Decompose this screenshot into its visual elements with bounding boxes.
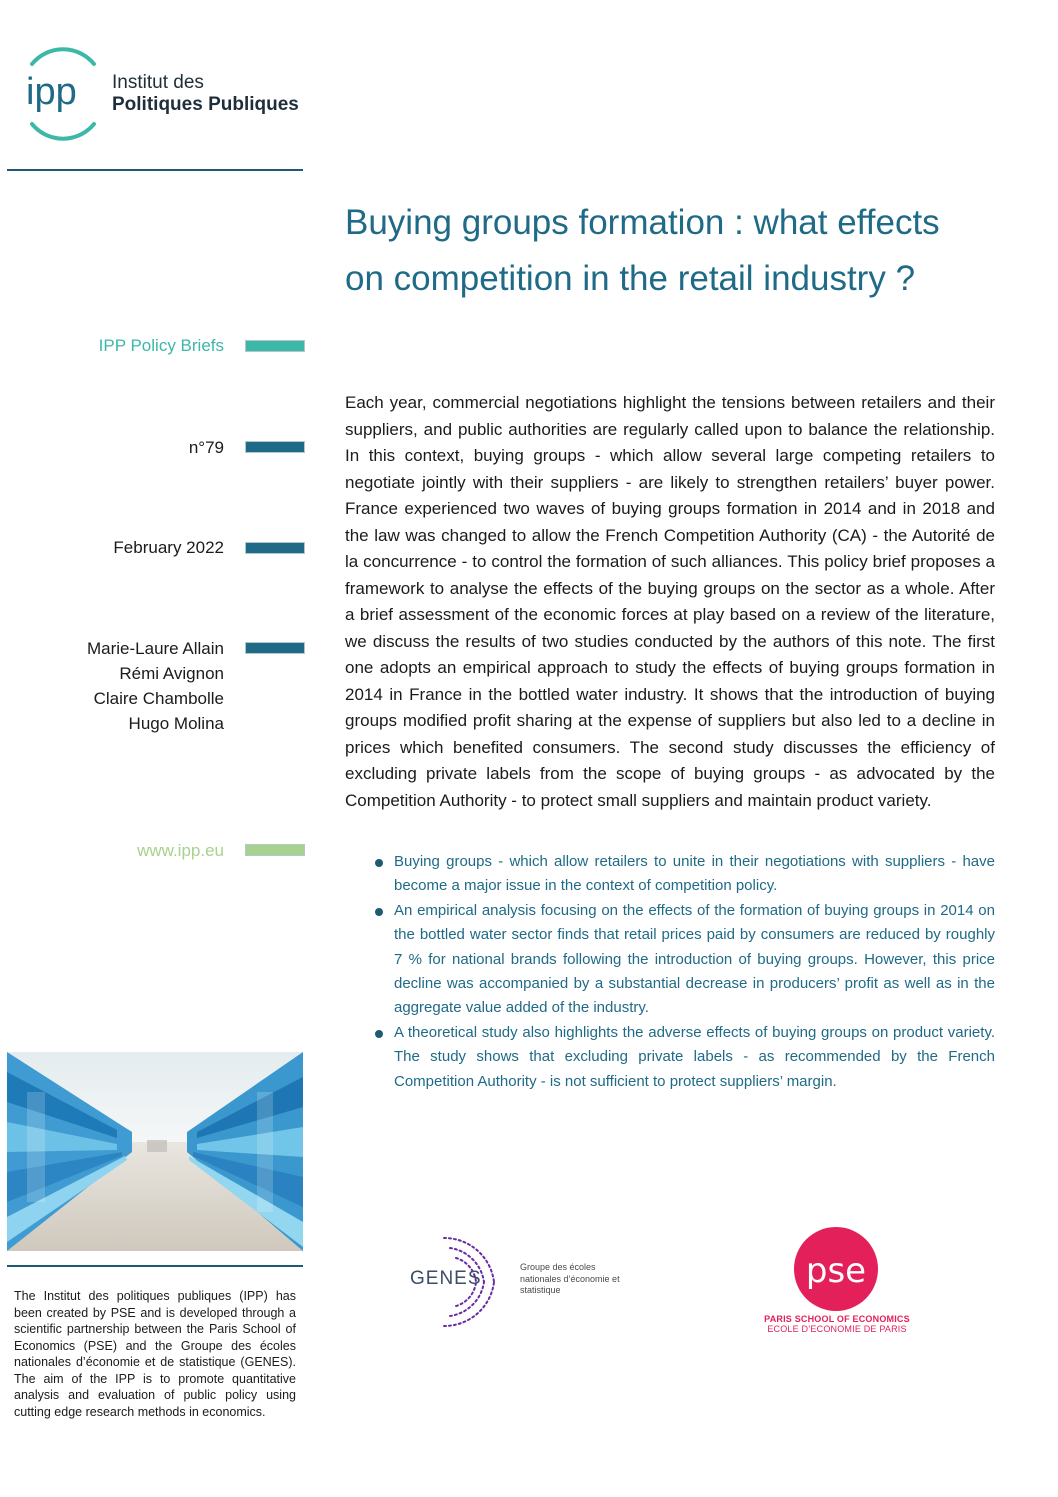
- author-name: Rémi Avignon: [119, 664, 224, 683]
- key-point-text: Buying groups - which allow retailers to unite in their negotiations with suppliers - have become a major issue in the context of competition policy.: [394, 853, 995, 895]
- title-line-2: on competition in the retail industry ?: [345, 259, 916, 298]
- logo-line-2: Politiques Publiques: [112, 94, 299, 115]
- pse-logo-icon: [793, 1226, 879, 1312]
- website-link[interactable]: www.ipp.eu: [137, 841, 224, 860]
- list-item: [374, 1021, 995, 1094]
- about-ipp-text: The Institut des politiques publiques (IPP) has been created by PSE and is developed through a scientific partnership between the Paris School of Economics (PSE) and the Groupe des écoles nationales d’économie et de statistique (GENES). The aim of the IPP is to promote quantitative analysis and evaluation of public policy using cutting edge research methods in economics.: [14, 1289, 296, 1419]
- genes-subtitle: Groupe des écoles nationales d’économie et statistique: [520, 1262, 620, 1295]
- author-list: [87, 636, 224, 736]
- bullet-icon: [375, 908, 383, 916]
- about-divider: [7, 1265, 303, 1267]
- key-points-list: [374, 850, 995, 1094]
- date-bar: [245, 542, 305, 554]
- publication-date: February 2022: [113, 538, 224, 557]
- logo-line-1: Institut des: [112, 72, 204, 93]
- list-item: [374, 850, 995, 899]
- author-name: Marie-Laure Allain: [86, 639, 224, 658]
- pse-name-fr: ECOLE D’ECONOMIE DE PARIS: [767, 1324, 907, 1334]
- bullet-icon: [375, 859, 383, 867]
- authors-bar: [245, 642, 305, 654]
- header-divider: [7, 169, 303, 171]
- issue-bar: [245, 441, 305, 453]
- pse-mark: pse: [805, 1251, 867, 1291]
- genes-name: GENES: [410, 1268, 482, 1289]
- logo-abbrev: ipp: [26, 71, 77, 113]
- author-name: Claire Chambolle: [93, 689, 224, 708]
- list-item: [374, 899, 995, 1021]
- key-point-text: An empirical analysis focusing on the effects of the formation of buying groups in 2014 on the bottled water sector finds that retail prices paid by consumers are reduced by roughly 7 % for national brands following the introduction of buying groups. However, this price decline was accompanied by a substantial decrease in producers’ profit as well as in the aggregate value added of the industry.: [394, 901, 995, 1017]
- abstract-paragraph: Each year, commercial negotiations highlight the tensions between retailers and their suppliers, and public authorities are regularly called upon to balance the relationship. In this context, buying groups - which allow several large competing retailers to negotiate jointly with their suppliers - are likely to strengthen retailers’ buyer power. France experienced two waves of buying groups formation in 2014 and in 2018 and the law was changed to allow the French Competition Authority (CA) - the Autorité de la concurrence - to control the formation of such alliances. This policy brief proposes a framework to analyse the effects of the buying groups on the sector as a whole. After a brief assessment of the economic forces at play based on a review of the literature, we discuss the results of two studies conducted by the authors of this note. The first one adopts an empirical approach to study the effects of buying groups formation in 2014 in France in the bottled water industry. It shows that the introduction of buying groups modified profit sharing at the expense of suppliers but also led to a decline in prices which benefited consumers. The second study discusses the efficiency of excluding private labels from the scope of buying groups - as advocated by the Competition Authority - to protect small suppliers and maintain product variety.: [345, 393, 995, 810]
- issue-number: n°79: [188, 438, 224, 457]
- pse-name: PARIS SCHOOL OF ECONOMICS: [764, 1314, 910, 1324]
- ipp-logo-icon: [22, 42, 104, 146]
- supermarket-aisle-photo: [7, 1052, 303, 1251]
- series-label: IPP Policy Briefs: [98, 336, 224, 355]
- series-bar: [245, 340, 305, 352]
- key-point-text: A theoretical study also highlights the adverse effects of buying groups on product variety. The study shows that excluding private labels - as recommended by the French Competition Authority - is not sufficient to protect suppliers’ margin.: [394, 1023, 995, 1090]
- title-line-1: Buying groups formation : what effects: [345, 203, 940, 242]
- page-title: [345, 195, 1035, 307]
- bullet-icon: [375, 1030, 383, 1038]
- website-bar: [245, 844, 305, 856]
- logo-wordmark: [112, 72, 299, 116]
- author-name: Hugo Molina: [128, 714, 224, 733]
